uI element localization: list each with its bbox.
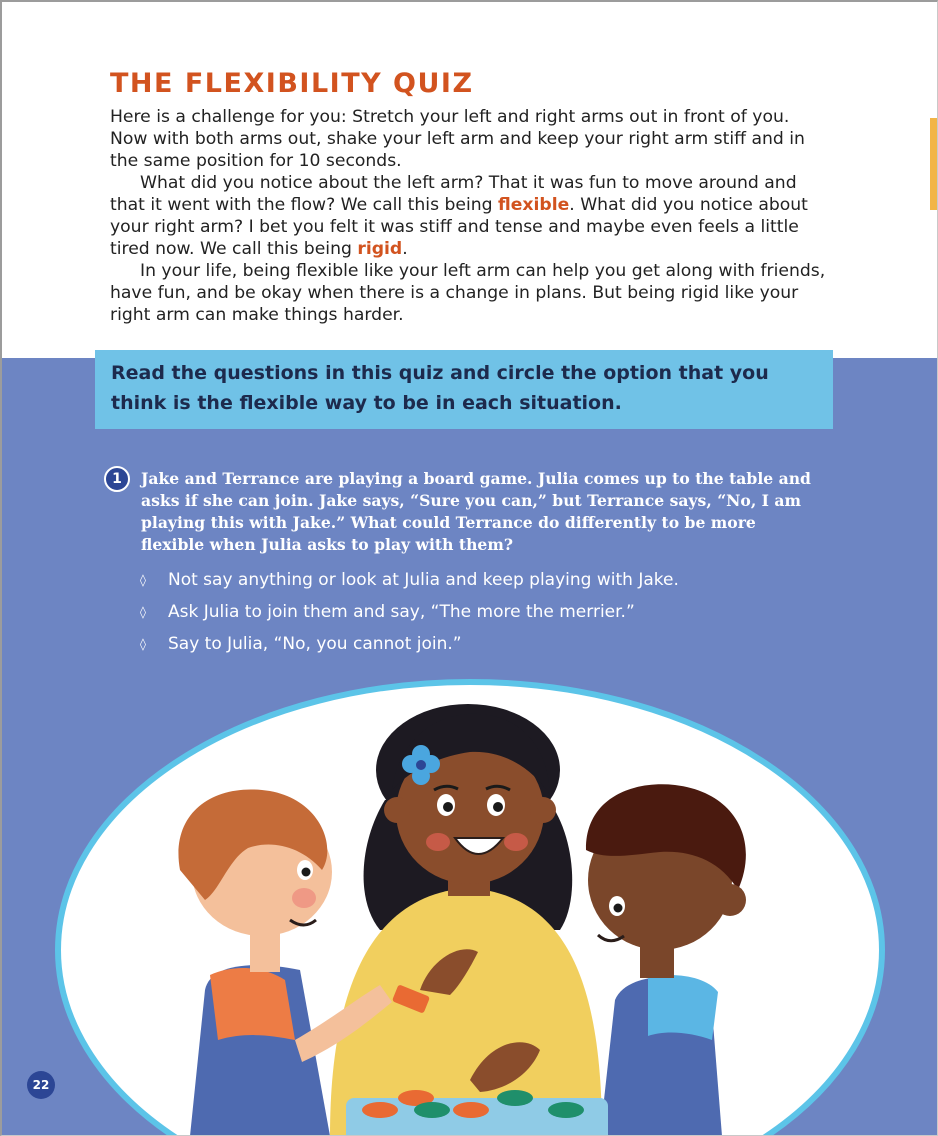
intro-paragraph-2 bbox=[110, 172, 830, 260]
question-text: Jake and Terrance are playing a board game. Julia comes up to the table and asks if she can join. Jake says, “Sure you can,” but Terrance says, “No, I am playing this with Jake.” What could Terrance do differently to be more flexible when Julia asks to play with them? bbox=[141, 469, 811, 554]
intro-text bbox=[110, 106, 830, 326]
page-title: THE FLEXIBILITY QUIZ bbox=[110, 68, 474, 99]
instruction-banner: Read the questions in this quiz and circle the option that you think is the flexible way to be in each situation. bbox=[95, 350, 833, 429]
intro-paragraph-3: In your life, being flexible like your left arm can help you get along with friends, have fun, and be okay when there is a change in plans. But being rigid like your right arm can make things harder. bbox=[110, 261, 826, 325]
edge-tab bbox=[930, 118, 938, 210]
keyword-flexible: flexible bbox=[498, 195, 570, 215]
answer-option[interactable] bbox=[140, 628, 679, 660]
answer-option[interactable] bbox=[140, 596, 679, 628]
page-number: 22 bbox=[27, 1071, 55, 1099]
kids-board-game-illustration bbox=[0, 668, 938, 1136]
diamond-bullet-icon: ◊ bbox=[140, 573, 146, 587]
intro-paragraph-1: Here is a challenge for you: Stretch your left and right arms out in front of you. Now with both arms out, shake your left arm and keep your right arm stiff and in the same position for 10 seconds. bbox=[110, 107, 805, 171]
answer-option[interactable] bbox=[140, 564, 679, 596]
answer-option-label: Ask Julia to join them and say, “The more the merrier.” bbox=[168, 602, 635, 622]
keyword-rigid: rigid bbox=[357, 239, 403, 259]
answer-option-label: Say to Julia, “No, you cannot join.” bbox=[168, 634, 462, 654]
intro-paragraph-2-text: What did you notice about the left arm? That it was fun to move around and that it went with the flow? We call this being bbox=[110, 173, 797, 215]
question-number-badge: 1 bbox=[104, 466, 130, 492]
intro-paragraph-2-text: . What did you notice about your right arm? I bet you felt it was stiff and tense and maybe even feels a little tired now. We call this being bbox=[110, 195, 808, 259]
answer-option-label: Not say anything or look at Julia and keep playing with Jake. bbox=[168, 570, 679, 590]
diamond-bullet-icon: ◊ bbox=[140, 637, 146, 651]
answer-options bbox=[140, 564, 679, 660]
diamond-bullet-icon: ◊ bbox=[140, 605, 146, 619]
intro-paragraph-2-end: . bbox=[402, 239, 408, 259]
